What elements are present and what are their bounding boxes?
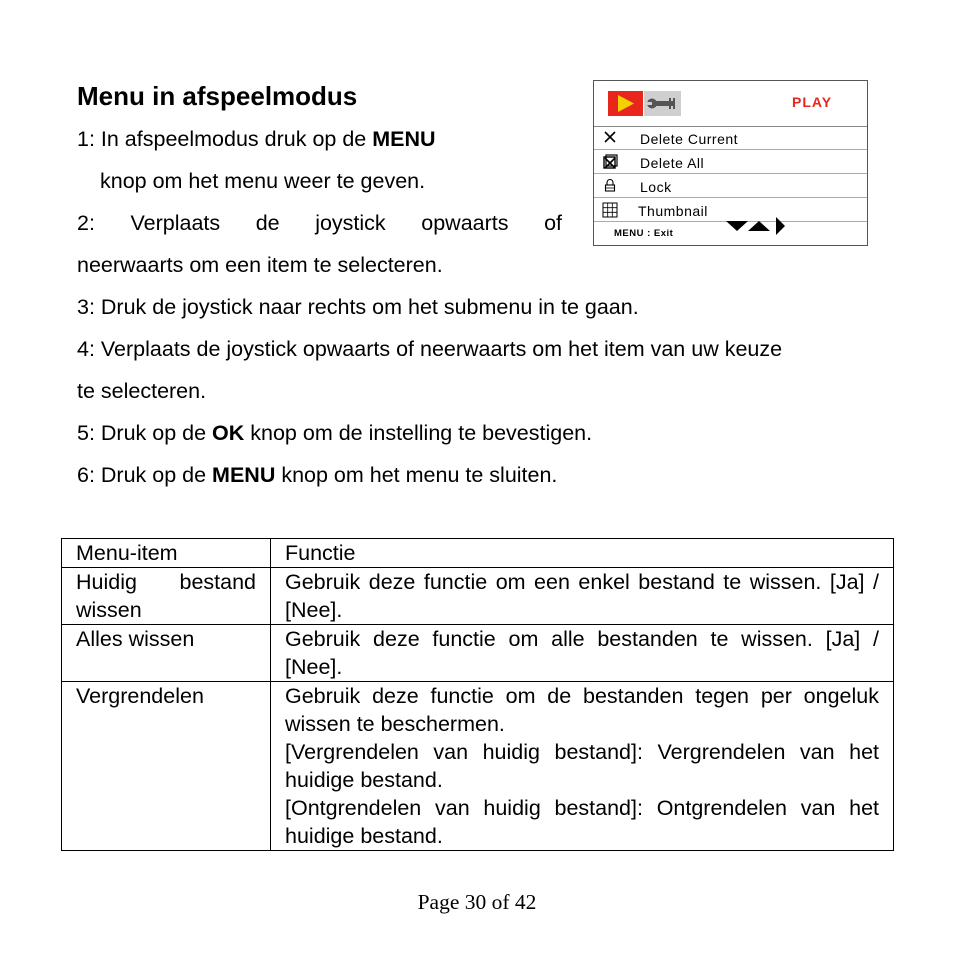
table-header-row bbox=[62, 539, 894, 568]
step-1-continuation: knop om het menu weer te geven. bbox=[100, 169, 426, 193]
item-word: bestand bbox=[179, 570, 256, 594]
thumbnail-icon bbox=[602, 202, 618, 218]
function-paragraph: [Ontgrendelen van huidig bestand]: Ontgrendelen van het huidige bestand. bbox=[285, 796, 879, 848]
menu-function-table bbox=[61, 538, 894, 851]
play-icon bbox=[617, 95, 635, 112]
item-word: Huidig bbox=[76, 570, 137, 594]
step-1-text: 1: In afspeelmodus druk op de bbox=[77, 127, 373, 151]
delete-all-icon bbox=[602, 154, 618, 170]
table-row bbox=[62, 682, 894, 851]
play-tab bbox=[608, 91, 643, 116]
section-heading: Menu in afspeelmodus bbox=[77, 81, 358, 111]
step-4-continuation: te selecteren. bbox=[77, 379, 207, 403]
table-cell-function: Gebruik deze functie om een enkel bestand te wissen. [Ja] / [Nee]. bbox=[271, 568, 894, 625]
step-5-bold: OK bbox=[212, 421, 245, 445]
wrench-icon bbox=[647, 95, 679, 112]
step-6 bbox=[77, 463, 557, 488]
step-6-text: 6: Druk op de bbox=[77, 463, 213, 487]
step-6-text-end: knop om het menu te sluiten. bbox=[275, 463, 558, 487]
page-footer: Page 30 of 42 bbox=[417, 890, 537, 914]
table-row bbox=[62, 625, 894, 682]
step-1-bold: MENU bbox=[372, 127, 436, 151]
step-3: 3: Druk de joystick naar rechts om het submenu in te gaan. bbox=[77, 295, 639, 319]
step-1 bbox=[77, 127, 436, 152]
arrow-down-icon bbox=[726, 221, 748, 231]
table-row bbox=[62, 568, 894, 625]
camera-menu-header bbox=[594, 81, 867, 127]
table-header-cell: Menu-item bbox=[62, 539, 271, 568]
step-2-continuation: neerwaarts om een item te selecteren. bbox=[77, 253, 443, 277]
navigation-arrows bbox=[726, 216, 790, 241]
step-2-word: 2: bbox=[77, 211, 95, 235]
step-2-word: opwaarts bbox=[421, 211, 509, 235]
menu-exit-hint: MENU : Exit bbox=[614, 228, 674, 239]
table-header-cell: Functie bbox=[271, 539, 894, 568]
menu-title: PLAY bbox=[792, 94, 833, 110]
menu-item-lock bbox=[594, 175, 867, 198]
table-cell-function bbox=[271, 682, 894, 851]
lock-icon bbox=[602, 178, 618, 194]
arrow-up-icon bbox=[748, 221, 770, 231]
step-2-word: of bbox=[544, 211, 562, 235]
menu-item-label: Thumbnail bbox=[638, 203, 708, 219]
camera-menu-screenshot bbox=[593, 80, 868, 246]
function-paragraph: [Vergrendelen van huidig bestand]: Vergrendelen van het huidige bestand. bbox=[285, 740, 879, 792]
menu-item-delete-all bbox=[594, 151, 867, 174]
arrow-right-icon bbox=[776, 217, 785, 235]
table-cell-function: Gebruik deze functie om alle bestanden te wissen. [Ja] / [Nee]. bbox=[271, 625, 894, 682]
step-4: 4: Verplaats de joystick opwaarts of neerwaarts om het item van uw keuze bbox=[77, 337, 783, 361]
step-2-word: Verplaats bbox=[130, 211, 221, 235]
settings-tab bbox=[644, 91, 681, 116]
menu-item-label: Lock bbox=[640, 179, 672, 195]
function-paragraph: Gebruik deze functie om de bestanden tegen per ongeluk wissen te beschermen. bbox=[285, 684, 879, 736]
step-5-text-end: knop om de instelling te bevestigen. bbox=[244, 421, 593, 445]
step-5-text: 5: Druk op de bbox=[77, 421, 213, 445]
step-6-bold: MENU bbox=[212, 463, 276, 487]
table-cell-item: Alles wissen bbox=[62, 625, 271, 682]
menu-item-label: Delete Current bbox=[640, 131, 739, 147]
step-5 bbox=[77, 421, 592, 446]
menu-item-delete-current bbox=[594, 127, 867, 150]
step-2 bbox=[77, 211, 562, 236]
table-cell-item: Vergrendelen bbox=[62, 682, 271, 851]
step-2-word: de bbox=[255, 211, 280, 235]
delete-current-icon bbox=[602, 130, 618, 146]
menu-item-label: Delete All bbox=[640, 155, 705, 171]
table-cell-item bbox=[62, 568, 271, 625]
item-word: wissen bbox=[76, 598, 142, 622]
step-2-word: joystick bbox=[315, 211, 386, 235]
